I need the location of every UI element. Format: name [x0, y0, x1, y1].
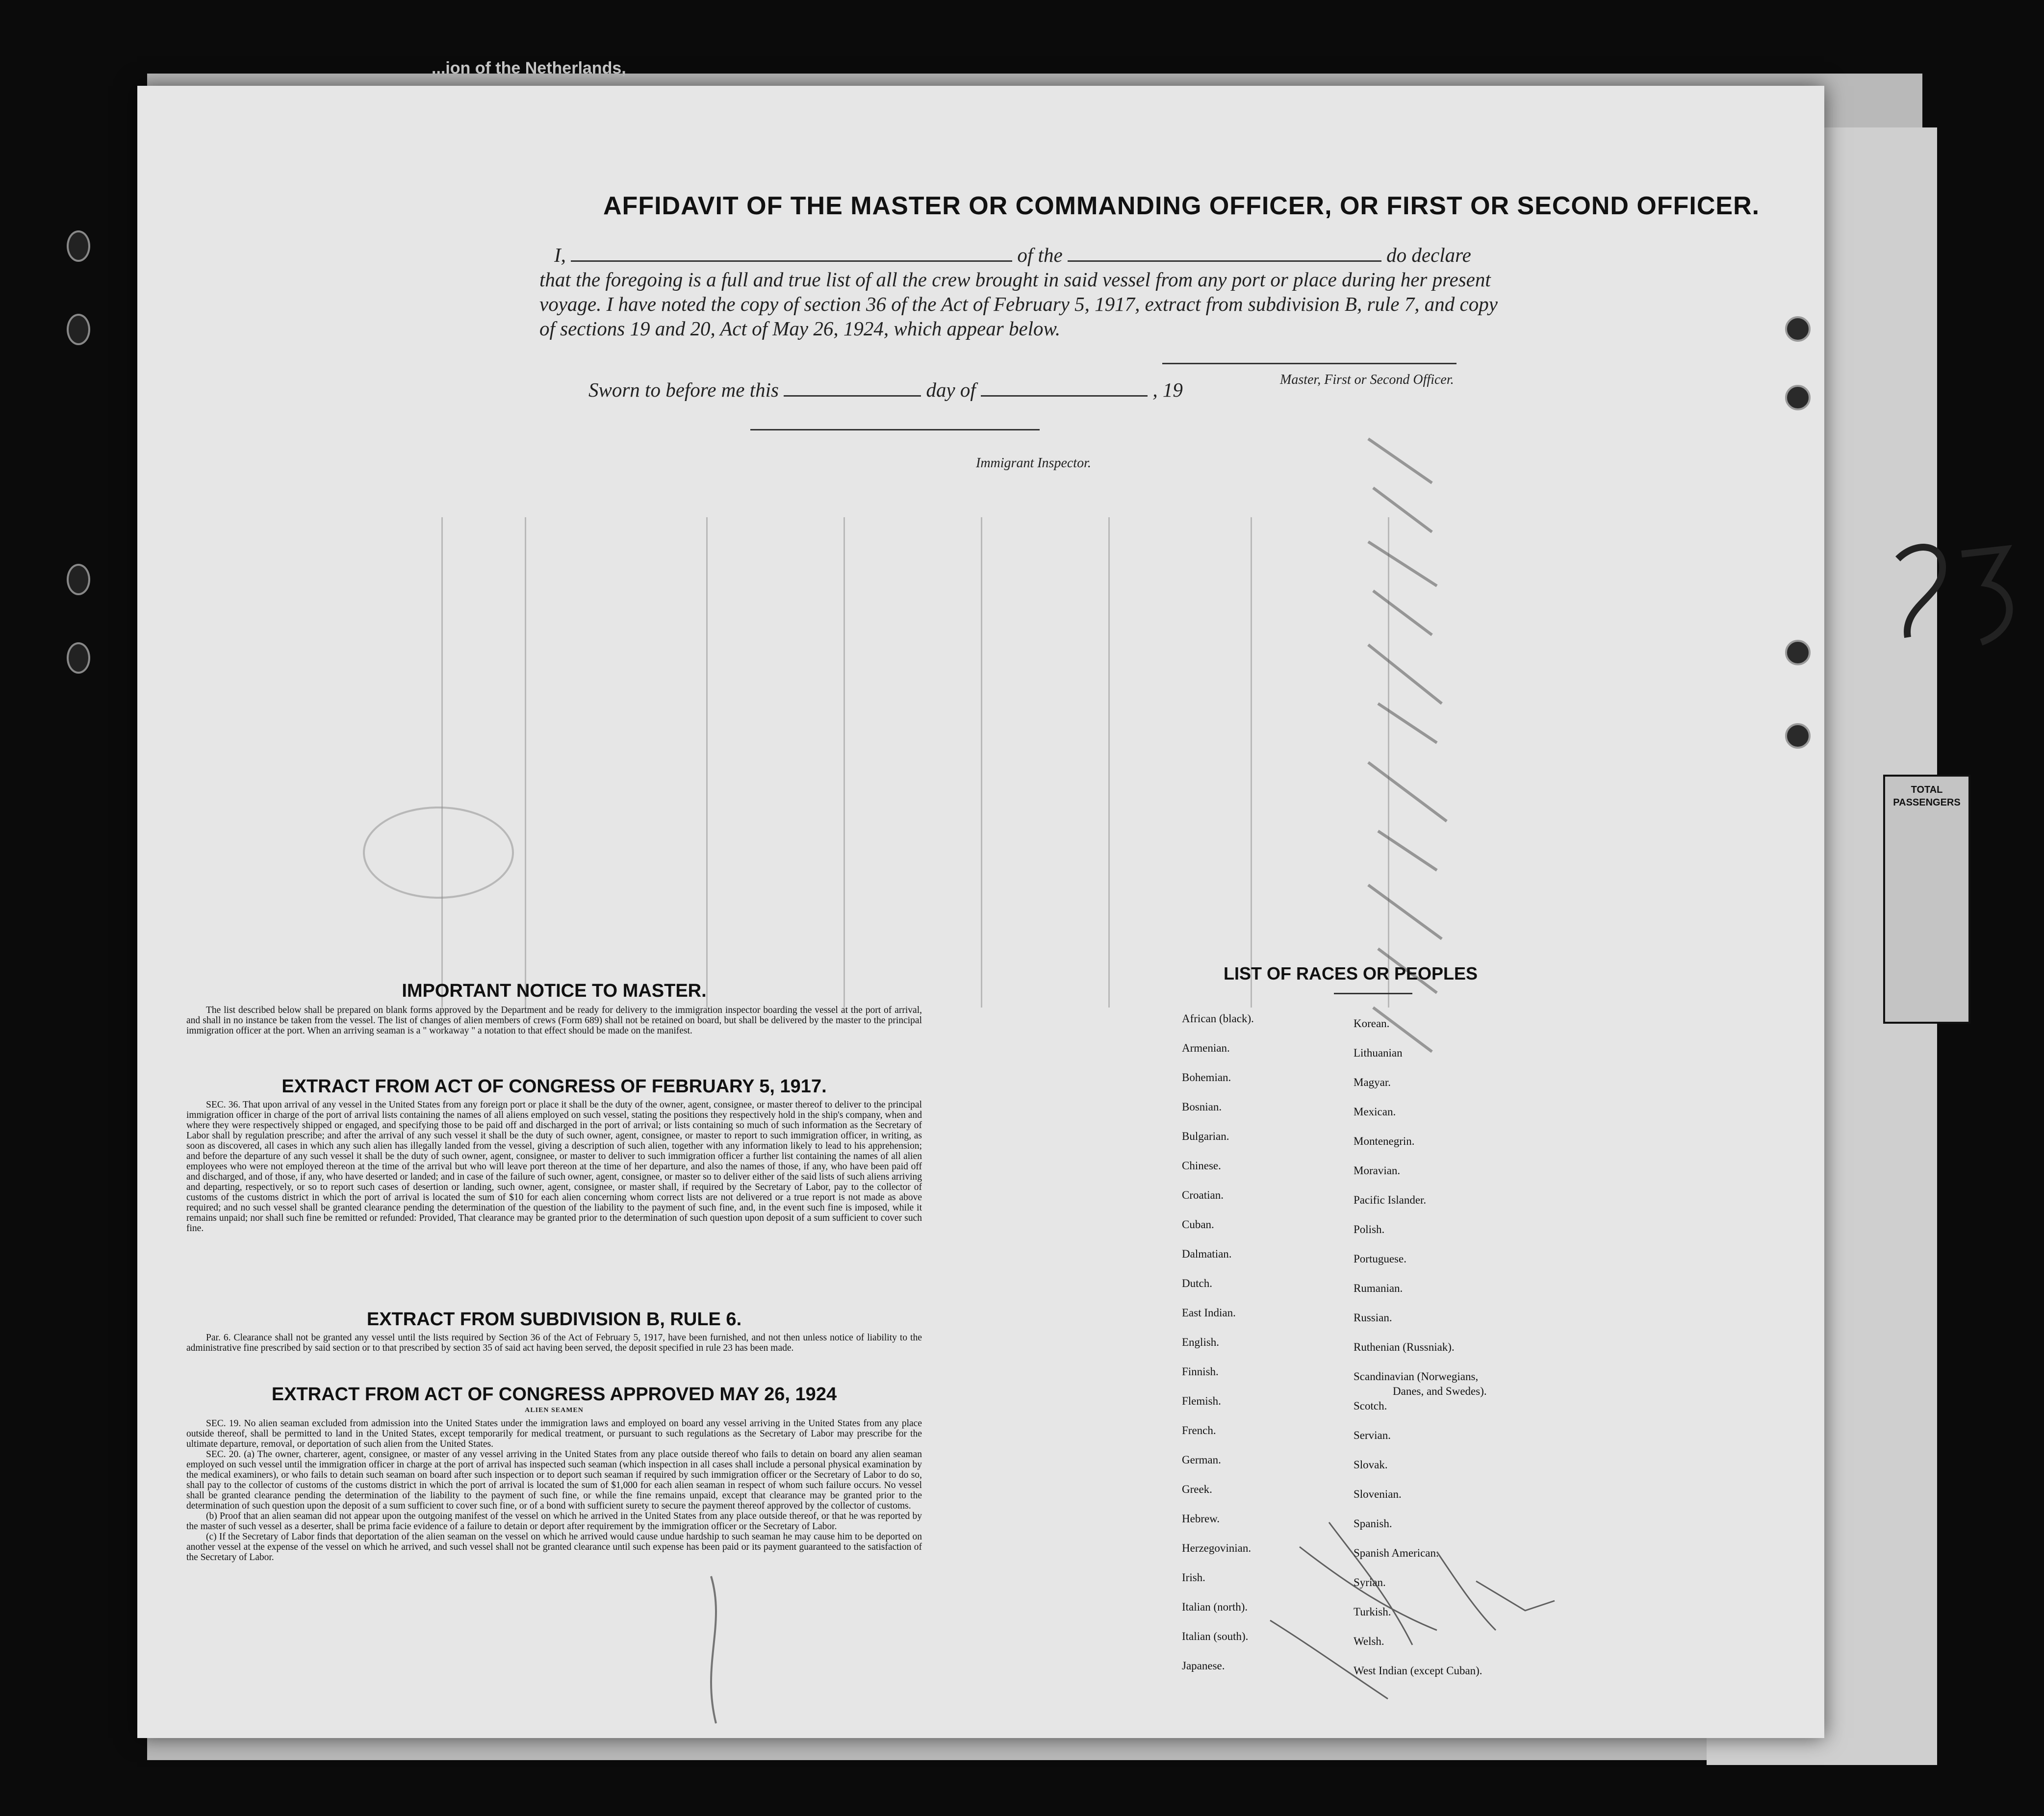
bleed-column-line — [843, 517, 845, 1008]
race-item: Herzegovinian. — [1182, 1542, 1252, 1554]
race-item: Moravian. — [1354, 1164, 1401, 1177]
race-item: Chinese. — [1182, 1160, 1221, 1172]
year-label: , 19 — [1152, 378, 1183, 401]
total-passengers-label: TOTAL PASSENGERS — [1893, 784, 1961, 808]
affidavit-title: AFFIDAVIT OF THE MASTER OR COMMANDING OFFICER, OR FIRST OR SECOND OFFICER. — [603, 192, 1760, 220]
top-fragment: ...ion of the Netherlands, — [432, 59, 626, 77]
rule6-title: EXTRACT FROM SUBDIVISION B, RULE 6. — [366, 1309, 742, 1330]
extract-1917-title: EXTRACT FROM ACT OF CONGRESS OF FEBRUARY 5, 1917. — [281, 1076, 827, 1097]
race-item: Irish. — [1182, 1571, 1205, 1584]
race-item: Bosnian. — [1182, 1101, 1222, 1113]
notice-text — [186, 1005, 922, 1036]
sworn-label: Sworn to before me this — [588, 378, 779, 401]
bleed-column-line — [441, 517, 443, 1008]
race-item: Dutch. — [1182, 1277, 1212, 1289]
extract-1917-text — [186, 1100, 922, 1234]
race-item: Finnish. — [1182, 1365, 1219, 1378]
master-caption: Master, First or Second Officer. — [1280, 372, 1454, 387]
extract-1917-paragraph: SEC. 36. That upon arrival of any vessel in the United States from any foreign port or place it shall be the duty of the owner, agent, consignee, or master thereof to deliver to the principal immigration officer in charge of the port of arrival lists containing the names of all aliens employed on such vessel, stating the positions they respectively hold in the ship's company, when and where they were respectively shipped or engaged, and specifying those to be paid off and discharged in the port of arrival; or lists containing so much of such information as the Secretary of Labor shall by regulation prescribe; and after the arrival of any such vessel it shall be the duty of such owner, agent, consignee, or master to report to such immigration officer, in writing, as soon as discovered, all cases in which any such alien has illegally landed from the vessel, giving a description of such alien, together with any information likely to lead to his apprehension; and before the departure of any such vessel it shall be the duty of such owner, agent, consignee, or master to deliver to such immigration officer a further list containing the names of all alien employees who were not employed thereon at the time of the arrival but who will leave port thereon at the time of her departure, and also the names of those, if any, who have been paid off and discharged, and of those, if any, who have deserted or landed; and in case of the failure of such owner, agent, consignee, or master so to deliver either of the said lists of such aliens arriving and departing, respectively, or so to report such cases of desertion or landing, such owner, agent, consignee, or master shall, if required by the Secretary of Labor, pay to the collector of customs of the customs district in which the port of arrival is located the sum of $10 for each alien concerning whom correct lists are not delivered or a true report is not made as above required; and no such vessel shall be granted clearance pending the determination of the question of the liability to the payment of such fine, and, in the event such fine is imposed, while it remains unpaid; nor shall such fine be remitted or refunded: Provided, That clearance may be granted prior to the determination of such question upon deposit of a sum sufficient to cover such fine. — [186, 1100, 922, 1234]
affidavit-i: I, — [554, 244, 566, 266]
race-item: Spanish. — [1354, 1517, 1392, 1530]
race-item: Portuguese. — [1354, 1253, 1406, 1265]
race-item: Italian (south). — [1182, 1630, 1249, 1642]
race-item: Welsh. — [1354, 1635, 1384, 1647]
race-item: Greek. — [1182, 1483, 1212, 1495]
race-item: German. — [1182, 1454, 1221, 1466]
race-item: Russian. — [1354, 1312, 1392, 1324]
race-item: Slovak. — [1354, 1459, 1388, 1471]
month-blank — [981, 395, 1148, 397]
race-item: Cuban. — [1182, 1218, 1214, 1231]
race-item: Lithuanian — [1354, 1047, 1403, 1059]
sec20b-paragraph: (b) Proof that an alien seaman did not appear upon the outgoing manifest of the vessel on which he arrived in the United States from any place outside thereof, or that he was reported by the master of such vessel as a deserter, shall be prima facie evidence of a failure to detain or deport after requirement by the immigration officer or the Secretary of Labor. — [186, 1511, 922, 1532]
sworn-line — [588, 378, 1183, 402]
punch-hole — [1785, 316, 1811, 342]
race-item: Italian (north). — [1182, 1601, 1248, 1613]
extract-1924-title: EXTRACT FROM ACT OF CONGRESS APPROVED MAY 26, 1924 — [271, 1384, 837, 1405]
bleed-column-line — [1251, 517, 1252, 1008]
race-item: Slovenian. — [1354, 1488, 1402, 1500]
rule6-paragraph: Par. 6. Clearance shall not be granted any vessel until the lists required by Section 36 of the Act of February 5, 1917, have been furnished, and not then unless notice of liability to the administrative fine prescribed by said section or to that prescribed by section 35 of said act having been served, the deposit specified in rule 23 has been made. — [186, 1333, 922, 1353]
race-item: African (black). — [1182, 1012, 1254, 1025]
race-item: Bohemian. — [1182, 1071, 1231, 1084]
races-title: LIST OF RACES OR PEOPLES — [1224, 963, 1478, 984]
race-item: Polish. — [1354, 1223, 1385, 1236]
race-item: Rumanian. — [1354, 1282, 1403, 1294]
race-item: Japanese. — [1182, 1660, 1225, 1672]
affidavit-line1 — [554, 243, 1623, 267]
bleed-column-line — [1108, 517, 1110, 1008]
inspector-caption: Immigrant Inspector. — [976, 455, 1091, 471]
race-item: Croatian. — [1182, 1189, 1224, 1201]
race-item: Montenegrin. — [1354, 1135, 1415, 1147]
day-of-label: day of — [926, 378, 976, 401]
race-item: Turkish. — [1354, 1606, 1391, 1618]
binder-hole — [67, 230, 90, 262]
race-item: Mexican. — [1354, 1106, 1396, 1118]
alien-seamen-subtitle: ALIEN SEAMEN — [525, 1407, 584, 1414]
master-signature-line — [1162, 363, 1456, 364]
binder-hole — [67, 314, 90, 345]
sec20a-paragraph: SEC. 20. (a) The owner, charterer, agent, consignee, or master of any vessel arriving in the United States from any place outside thereof who fails to detain on board any alien seaman employed on such vessel until the immigration officer in charge at the port of arrival has inspected such seaman (which inspection in all cases shall include a personal physical examination by the medical examiners), or who fails to detain such seaman on board after such inspection or to deport such seaman if required by such immigration officer or the Secretary of Labor to do so, shall pay to the collector of customs of the customs district in which the port of arrival is located the sum of $1,000 for each alien seaman in respect of whom such failure occurs. No vessel shall be granted clearance pending the determination of the liability to the payment of such fine, or while the fine remains unpaid, except that clearance may be granted prior to the determination of such question upon the deposit of a sum sufficient to cover such fine, or of a bond with sufficient surety to secure the payment thereof approved by the collector of customs. — [186, 1449, 922, 1511]
race-item: West Indian (except Cuban). — [1354, 1665, 1482, 1677]
race-item: Dalmatian. — [1182, 1248, 1232, 1260]
notice-title: IMPORTANT NOTICE TO MASTER. — [402, 981, 707, 1001]
bleed-column-line — [525, 517, 526, 1008]
sworn-day-blank — [784, 395, 921, 397]
race-item: Pacific Islander. — [1354, 1194, 1427, 1206]
race-item: Bulgarian. — [1182, 1130, 1229, 1142]
affidavit-text2: voyage. I have noted the copy of section 36 of the Act of February 5, 1917, extract from subdivision B, rule 7, and copy — [539, 293, 1498, 315]
race-item: Scandinavian (Norwegians, — [1354, 1370, 1479, 1383]
document-sheet — [137, 86, 1824, 1738]
sec19-paragraph: SEC. 19. No alien seaman excluded from admission into the United States under the immigration laws and employed on board any vessel arriving in the United States from any place outside thereof, shall be permitted to land in the United States, except temporarily for medical treatment, or pursuant to such regulations as the Secretary of Labor may prescribe for the ultimate departure, removal, or deportation of such alien from the United States. — [186, 1418, 922, 1449]
affidavit-text3: of sections 19 and 20, Act of May 26, 1924, which appear below. — [539, 317, 1061, 340]
race-item: Servian. — [1354, 1429, 1391, 1441]
race-item: East Indian. — [1182, 1307, 1236, 1319]
sec20c-paragraph: (c) If the Secretary of Labor finds that deportation of the alien seaman on the vessel on which he arrived would cause undue hardship to such seaman he may cause him to be deported on another vessel at the expense of the vessel on which he arrived, and such vessel shall not be granted clearance until such expense has been paid or its payment guaranteed to the satisfaction of the Secretary of Labor. — [186, 1532, 922, 1563]
race-item: Korean. — [1354, 1017, 1390, 1030]
faint-stamp — [363, 807, 514, 899]
pencil-scribble — [1182, 1483, 1623, 1718]
vessel-blank — [1068, 260, 1381, 262]
inspector-signature-line — [750, 429, 1040, 430]
pencil-stroke — [682, 1566, 750, 1733]
extract-1924-text — [186, 1418, 922, 1563]
race-item: Spanish American. — [1354, 1547, 1439, 1559]
affidavit-text1: that the foregoing is a full and true list of all the crew brought in said vessel from any port or place during her present — [539, 268, 1491, 291]
bleed-column-line — [981, 517, 982, 1008]
race-item: Scotch. — [1354, 1400, 1387, 1412]
races-title-rule — [1334, 993, 1412, 994]
name-blank — [571, 260, 1012, 262]
race-item-continuation: Danes, and Swedes). — [1393, 1385, 1487, 1397]
binder-hole — [67, 564, 90, 595]
race-item: Ruthenian (Russniak). — [1354, 1341, 1455, 1353]
race-item: English. — [1182, 1336, 1220, 1348]
race-item: Magyar. — [1354, 1076, 1391, 1088]
punch-hole — [1785, 640, 1811, 665]
race-item: Hebrew. — [1182, 1513, 1220, 1525]
bleed-column-line — [706, 517, 708, 1008]
affidavit-do-declare: do declare — [1386, 244, 1471, 266]
handwritten-numerals — [1888, 530, 2035, 657]
race-item: Armenian. — [1182, 1042, 1230, 1054]
affidavit-of-the: of the — [1017, 244, 1063, 266]
race-item: Syrian. — [1354, 1576, 1386, 1589]
race-item: French. — [1182, 1424, 1216, 1437]
punch-hole — [1785, 385, 1811, 410]
rule6-text — [186, 1333, 922, 1353]
notice-paragraph: The list described below shall be prepared on blank forms approved by the Department and be ready for delivery to the immigration inspector boarding the vessel at the port of arrival, and shall in no instance be taken from the vessel. The list of changes of alien members of crews (Form 689) shall not be retained on board, but shall be delivered by the master to the principal immigration officer at the port. When an arriving seaman is a " workaway " a notation to that effect should be made on the manifest. — [186, 1005, 922, 1036]
race-item: Flemish. — [1182, 1395, 1221, 1407]
punch-hole — [1785, 723, 1811, 749]
total-passengers-box — [1883, 775, 1970, 1024]
binder-hole — [67, 642, 90, 674]
